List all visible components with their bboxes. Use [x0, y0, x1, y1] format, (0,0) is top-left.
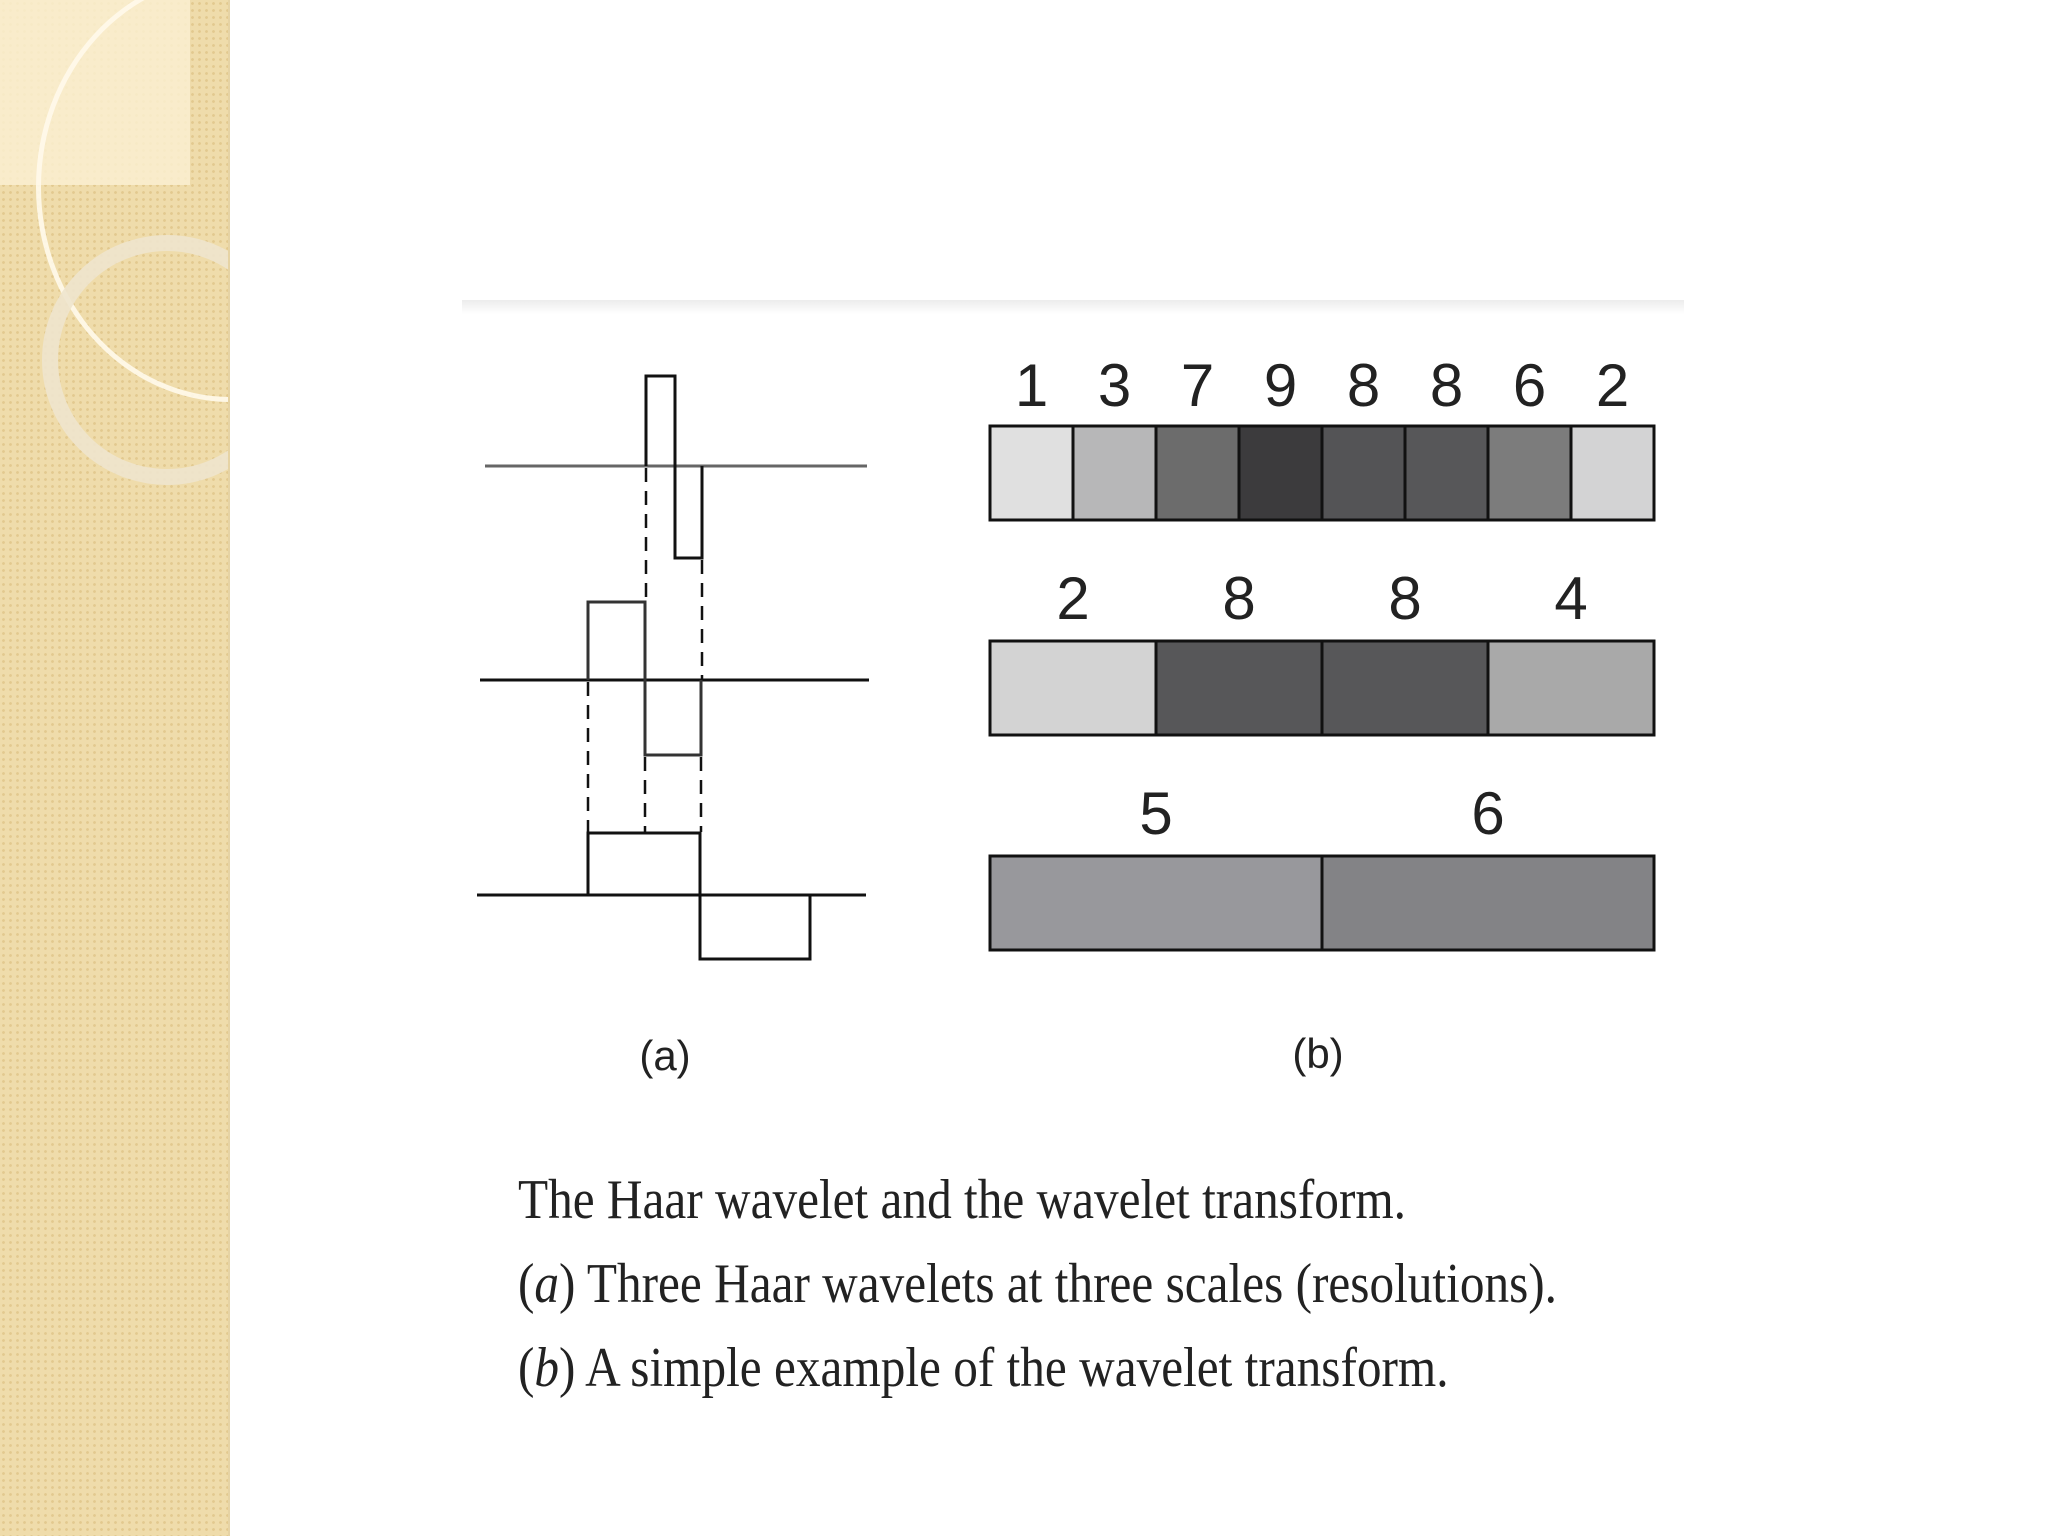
transform-cell-row1-6 [1405, 426, 1488, 520]
transform-cell-row1-8 [1571, 426, 1654, 520]
caption-tag-b: b [534, 1337, 560, 1399]
figure-caption [518, 1158, 1558, 1410]
transform-cell-row3-2 [1322, 856, 1654, 950]
transform-value-row2-4: 4 [1554, 565, 1588, 632]
panel-a-wavelets [477, 376, 869, 959]
transform-value-row1-2: 3 [1097, 352, 1132, 419]
transform-value-row1-7: 6 [1512, 352, 1547, 419]
transform-value-row3-1: 5 [1139, 780, 1173, 847]
transform-value-row2-3: 8 [1388, 565, 1422, 632]
transform-value-row2-1: 2 [1056, 565, 1090, 632]
panel-a-label: (a) [639, 1032, 691, 1079]
panel-b-transform [990, 352, 1654, 950]
transform-cell-row2-4 [1488, 641, 1654, 735]
transform-value-row1-4: 9 [1263, 352, 1298, 419]
transform-value-row3-2: 6 [1471, 780, 1505, 847]
transform-cell-row3-1 [990, 856, 1322, 950]
transform-cell-row1-2 [1073, 426, 1156, 520]
transform-cell-row1-7 [1488, 426, 1571, 520]
transform-value-row2-2: 8 [1222, 565, 1256, 632]
transform-value-row1-6: 8 [1429, 352, 1464, 419]
caption-line-3: (b) A simple example of the wavelet transform. [518, 1337, 1449, 1399]
transform-cell-row2-3 [1322, 641, 1488, 735]
panel-b-label: (b) [1292, 1030, 1344, 1077]
transform-cell-row1-3 [1156, 426, 1239, 520]
transform-value-row1-1: 1 [1014, 352, 1049, 419]
caption-text-a: Three Haar wavelets at three scales (resolutions). [586, 1253, 1558, 1315]
transform-value-row1-8: 2 [1595, 352, 1630, 419]
transform-cell-row1-5 [1322, 426, 1405, 520]
transform-value-row1-3: 7 [1180, 352, 1215, 419]
transform-cell-row1-1 [990, 426, 1073, 520]
transform-cell-row2-2 [1156, 641, 1322, 735]
caption-text-b: A simple example of the wavelet transform. [585, 1337, 1449, 1399]
caption-line-2: (a) Three Haar wavelets at three scales (resolutions). [518, 1253, 1558, 1315]
transform-cell-row2-1 [990, 641, 1156, 735]
caption-tag-a: a [534, 1253, 560, 1315]
transform-value-row1-5: 8 [1346, 352, 1381, 419]
transform-cell-row1-4 [1239, 426, 1322, 520]
caption-line-1: The Haar wavelet and the wavelet transform. [518, 1169, 1407, 1231]
